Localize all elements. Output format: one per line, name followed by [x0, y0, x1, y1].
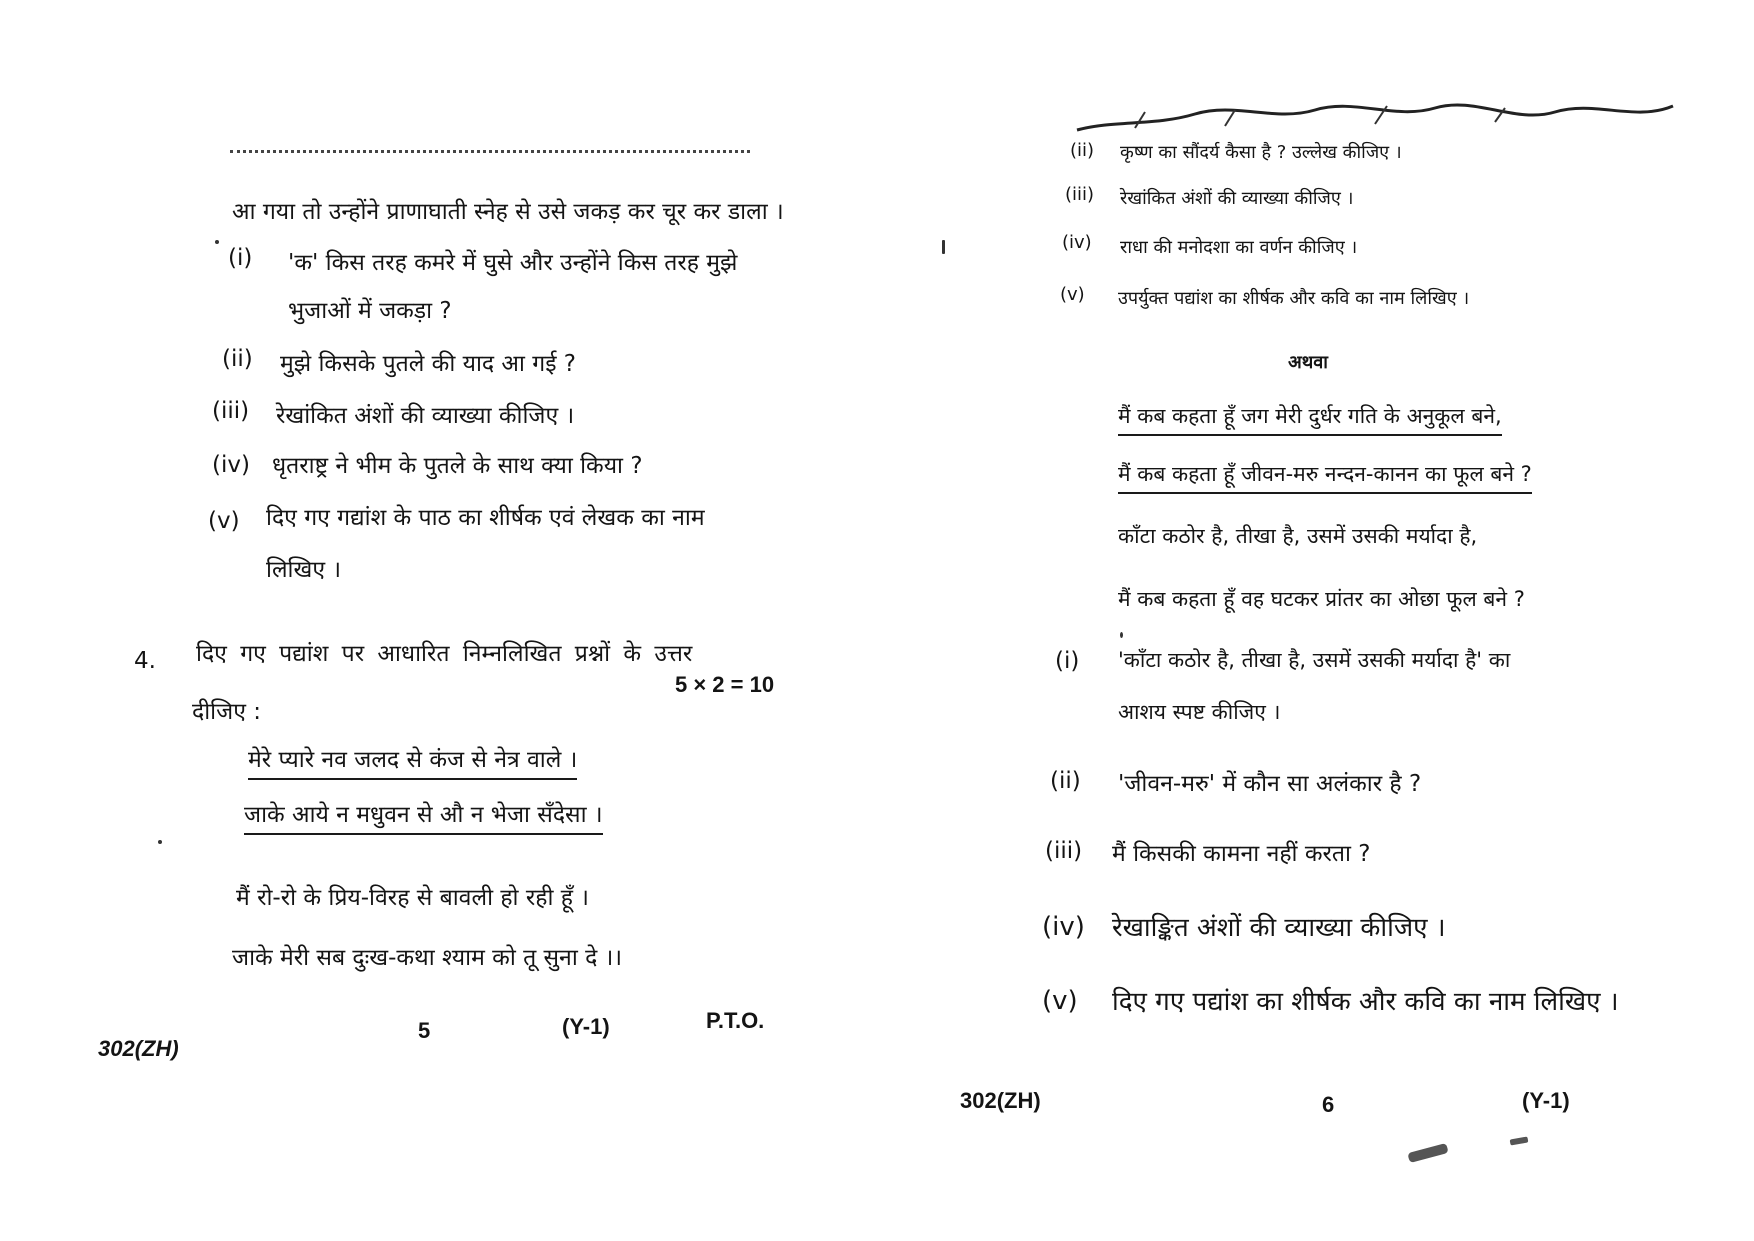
- q3-v-cont: लिखिए ।: [266, 557, 342, 583]
- q4-number: 4.: [134, 648, 156, 674]
- right-q-v-text: दिए गए पद्यांश का शीर्षक और कवि का नाम लिखिए ।: [1112, 987, 1619, 1017]
- or-label: अथवा: [1288, 352, 1328, 372]
- previous-line: आ गया तो उन्होंने प्राणाघाती स्नेह से उसे जकड़ कर चूर कर डाला ।: [232, 199, 784, 225]
- q4-iv-text: राधा की मनोदशा का वर्णन कीजिए ।: [1120, 237, 1358, 258]
- q4-iv-label: (iv): [1062, 232, 1092, 253]
- q3-i-cont: भुजाओं में जकड़ा ?: [288, 298, 452, 324]
- scan-speck: [942, 240, 945, 254]
- footer-code-left: 302(ZH): [98, 1036, 179, 1061]
- q3-ii-text: मुझे किसके पुतले की याद आ गई ?: [280, 351, 577, 377]
- scan-speck: [158, 840, 162, 844]
- q3-v-label: (v): [208, 508, 240, 534]
- right-q-iii-text: मैं किसकी कामना नहीं करता ?: [1112, 841, 1371, 867]
- q3-iv-label: (iv): [212, 452, 250, 478]
- q4-instruction-line2: दीजिए :: [192, 699, 261, 725]
- q4-poem-line3: मैं रो-रो के प्रिय-विरह से बावली हो रही हूँ ।: [236, 885, 589, 911]
- q3-ii-label: (ii): [222, 346, 253, 372]
- footer-page-right: 6: [1322, 1092, 1335, 1117]
- q3-iii-label: (iii): [212, 398, 250, 424]
- scan-speck: [1120, 632, 1123, 638]
- q3-iv-text: धृतराष्ट्र ने भीम के पुतले के साथ क्या किया ?: [272, 453, 643, 479]
- q4-marks: 5 × 2 = 10: [675, 672, 775, 697]
- q4-poem-line4: जाके मेरी सब दुःख-कथा श्याम को तू सुना दे ।।: [232, 945, 623, 971]
- footer-code-right: 302(ZH): [960, 1088, 1041, 1113]
- scan-speck: [215, 240, 219, 244]
- right-q-i-cont: आशय स्पष्ट कीजिए ।: [1118, 700, 1281, 724]
- q4-v-label: (v): [1060, 284, 1085, 305]
- cut-off-line: [230, 150, 750, 163]
- right-q-i-text: 'काँटा कठोर है, तीखा है, उसमें उसकी मर्यादा है' का: [1118, 648, 1511, 672]
- right-poem-line4: मैं कब कहता हूँ वह घटकर प्रांतर का ओछा फूल बने ?: [1118, 587, 1525, 611]
- q4-v-text: उपर्युक्त पद्यांश का शीर्षक और कवि का नाम लिखिए ।: [1118, 288, 1470, 309]
- q4-ii-label: (ii): [1070, 140, 1095, 161]
- q4-iii-text: रेखांकित अंशों की व्याख्या कीजिए ।: [1120, 188, 1354, 209]
- q4-ii-text: कृष्ण का सौंदर्य कैसा है ? उल्लेख कीजिए ।: [1120, 142, 1402, 163]
- right-poem-line1: मैं कब कहता हूँ जग मेरी दुर्धर गति के अनुकूल बने,: [1118, 402, 1502, 436]
- q3-i-label: (i): [228, 245, 253, 271]
- right-q-iii-label: (iii): [1045, 838, 1083, 864]
- handwritten-scribble: [1075, 100, 1675, 140]
- q4-instruction-line1: दिए गए पद्यांश पर आधारित निम्नलिखित प्रश्नों के उत्तर: [196, 641, 693, 667]
- q4-poem-line2: जाके आये न मधुवन से औ न भेजा सँदेसा ।: [244, 797, 603, 835]
- right-q-i-label: (i): [1055, 648, 1080, 674]
- right-q-ii-text: 'जीवन-मरु' में कौन सा अलंकार है ?: [1118, 771, 1422, 797]
- right-q-iv-text: रेखाङ्कित अंशों की व्याख्या कीजिए ।: [1112, 913, 1446, 943]
- q4-poem-line1: मेरे प्यारे नव जलद से कंज से नेत्र वाले ।: [248, 742, 577, 780]
- footer-set-right: (Y-1): [1522, 1088, 1570, 1113]
- right-q-iv-label: (iv): [1042, 912, 1085, 942]
- right-q-v-label: (v): [1042, 986, 1078, 1016]
- q4-iii-label: (iii): [1065, 184, 1095, 205]
- footer-page-left: 5: [418, 1018, 431, 1043]
- footer-pto: P.T.O.: [706, 1008, 765, 1033]
- q3-iii-text: रेखांकित अंशों की व्याख्या कीजिए ।: [276, 403, 575, 429]
- q3-i-text: 'क' किस तरह कमरे में घुसे और उन्होंने किस तरह मुझे: [288, 250, 738, 276]
- right-poem-line2: मैं कब कहता हूँ जीवन-मरु नन्दन-कानन का फूल बने ?: [1118, 460, 1532, 494]
- footer-set-left: (Y-1): [562, 1014, 610, 1039]
- q3-v-text: दिए गए गद्यांश के पाठ का शीर्षक एवं लेखक का नाम: [266, 505, 705, 531]
- right-q-ii-label: (ii): [1050, 768, 1081, 794]
- right-poem-line3: काँटा कठोर है, तीखा है, उसमें उसकी मर्यादा है,: [1118, 524, 1478, 548]
